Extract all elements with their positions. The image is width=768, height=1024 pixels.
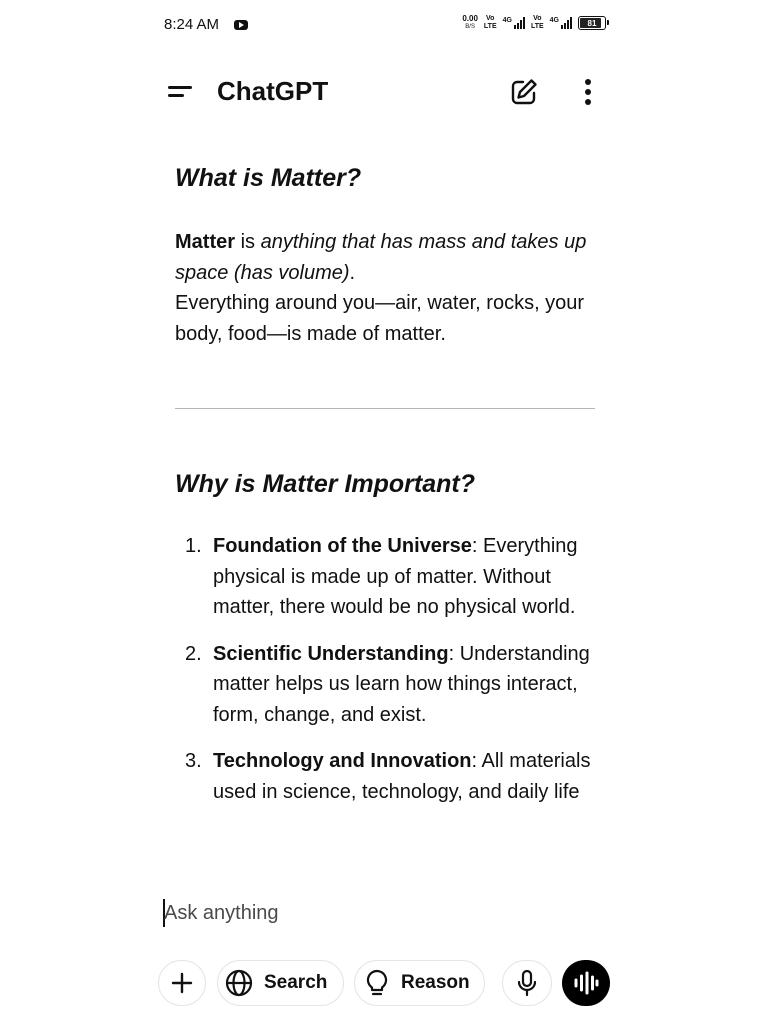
network-speed-value: 0.00 <box>462 14 478 23</box>
list-item-text: : Everything physical is made up of matter. Without matter, there would be no physical world. <box>213 535 578 618</box>
reason-button-label: Reason <box>401 972 470 993</box>
heading-what-is-matter: What is Matter? <box>175 164 362 192</box>
battery-icon <box>578 16 606 30</box>
list-item <box>175 746 595 807</box>
more-options-button[interactable] <box>576 76 600 108</box>
message-composer <box>162 896 602 932</box>
attach-button[interactable] <box>158 960 206 1006</box>
more-vertical-icon <box>576 76 600 108</box>
section-divider <box>175 408 595 409</box>
status-icons <box>462 15 606 31</box>
youtube-notification-icon <box>234 20 248 30</box>
sim1-4g-label: 4G <box>502 17 512 24</box>
sidebar-menu-button[interactable] <box>164 78 194 104</box>
edit-icon <box>508 76 540 108</box>
phone-screen <box>152 0 616 1024</box>
sim2-signal-icon <box>550 17 572 29</box>
sim2-vo-label: Vo <box>533 15 542 22</box>
globe-icon <box>224 968 254 998</box>
sim2-lte-label: LTE <box>530 23 544 30</box>
dictate-button[interactable] <box>502 960 552 1006</box>
para-bold-term: Matter <box>175 231 236 253</box>
para-connector: is <box>235 231 261 253</box>
sim1-volte <box>484 15 497 31</box>
list-item-text: : Understanding matter helps us learn how things interact, form, change, and exist. <box>213 642 590 726</box>
heading-why-important: Why is Matter Important? <box>175 470 476 498</box>
ask-input[interactable] <box>164 896 594 930</box>
sim1-lte-label: LTE <box>483 23 497 30</box>
composer-toolbar <box>152 960 616 1008</box>
voice-waveform-icon <box>572 971 600 995</box>
search-button[interactable] <box>217 960 344 1006</box>
status-bar <box>152 0 616 52</box>
list-item-title: Foundation of the Universe <box>213 535 472 557</box>
list-item-text: : All materials used in science, technology, and daily life <box>213 750 591 803</box>
search-button-label: Search <box>264 972 328 993</box>
plus-icon <box>170 971 194 995</box>
list-item-number: 1. <box>185 535 202 557</box>
chat-response <box>175 140 595 876</box>
sim1-vo-label: Vo <box>486 15 495 22</box>
para-period: . <box>349 261 356 284</box>
list-item-title: Scientific Understanding <box>213 642 449 665</box>
voice-mode-button[interactable] <box>562 960 610 1006</box>
app-title: ChatGPT <box>217 76 329 106</box>
sim2-4g-label: 4G <box>549 17 559 24</box>
status-time: 8:24 AM <box>164 16 220 33</box>
microphone-icon <box>515 969 539 997</box>
lightbulb-icon <box>363 968 391 998</box>
sim2-volte <box>531 15 544 31</box>
para-italic-definition: anything that has mass and takes up space (has volume) <box>175 231 587 284</box>
app-header <box>152 60 616 122</box>
sim1-signal-icon <box>503 17 525 29</box>
list-item-number: 2. <box>185 642 202 665</box>
importance-list <box>175 531 595 823</box>
matter-definition-paragraph <box>175 227 595 349</box>
para-line-2: Everything around you—air, water, rocks, your body, food—is made of matter. <box>175 292 585 345</box>
reason-button[interactable] <box>354 960 485 1006</box>
list-item-title: Technology and Innovation <box>213 750 472 772</box>
list-item <box>175 531 595 623</box>
list-item-number: 3. <box>185 750 202 772</box>
list-item <box>175 639 595 731</box>
network-speed-unit: B/S <box>465 24 475 30</box>
network-speed <box>462 15 478 31</box>
new-chat-button[interactable] <box>508 76 540 108</box>
battery-percent: 81 <box>587 18 597 28</box>
